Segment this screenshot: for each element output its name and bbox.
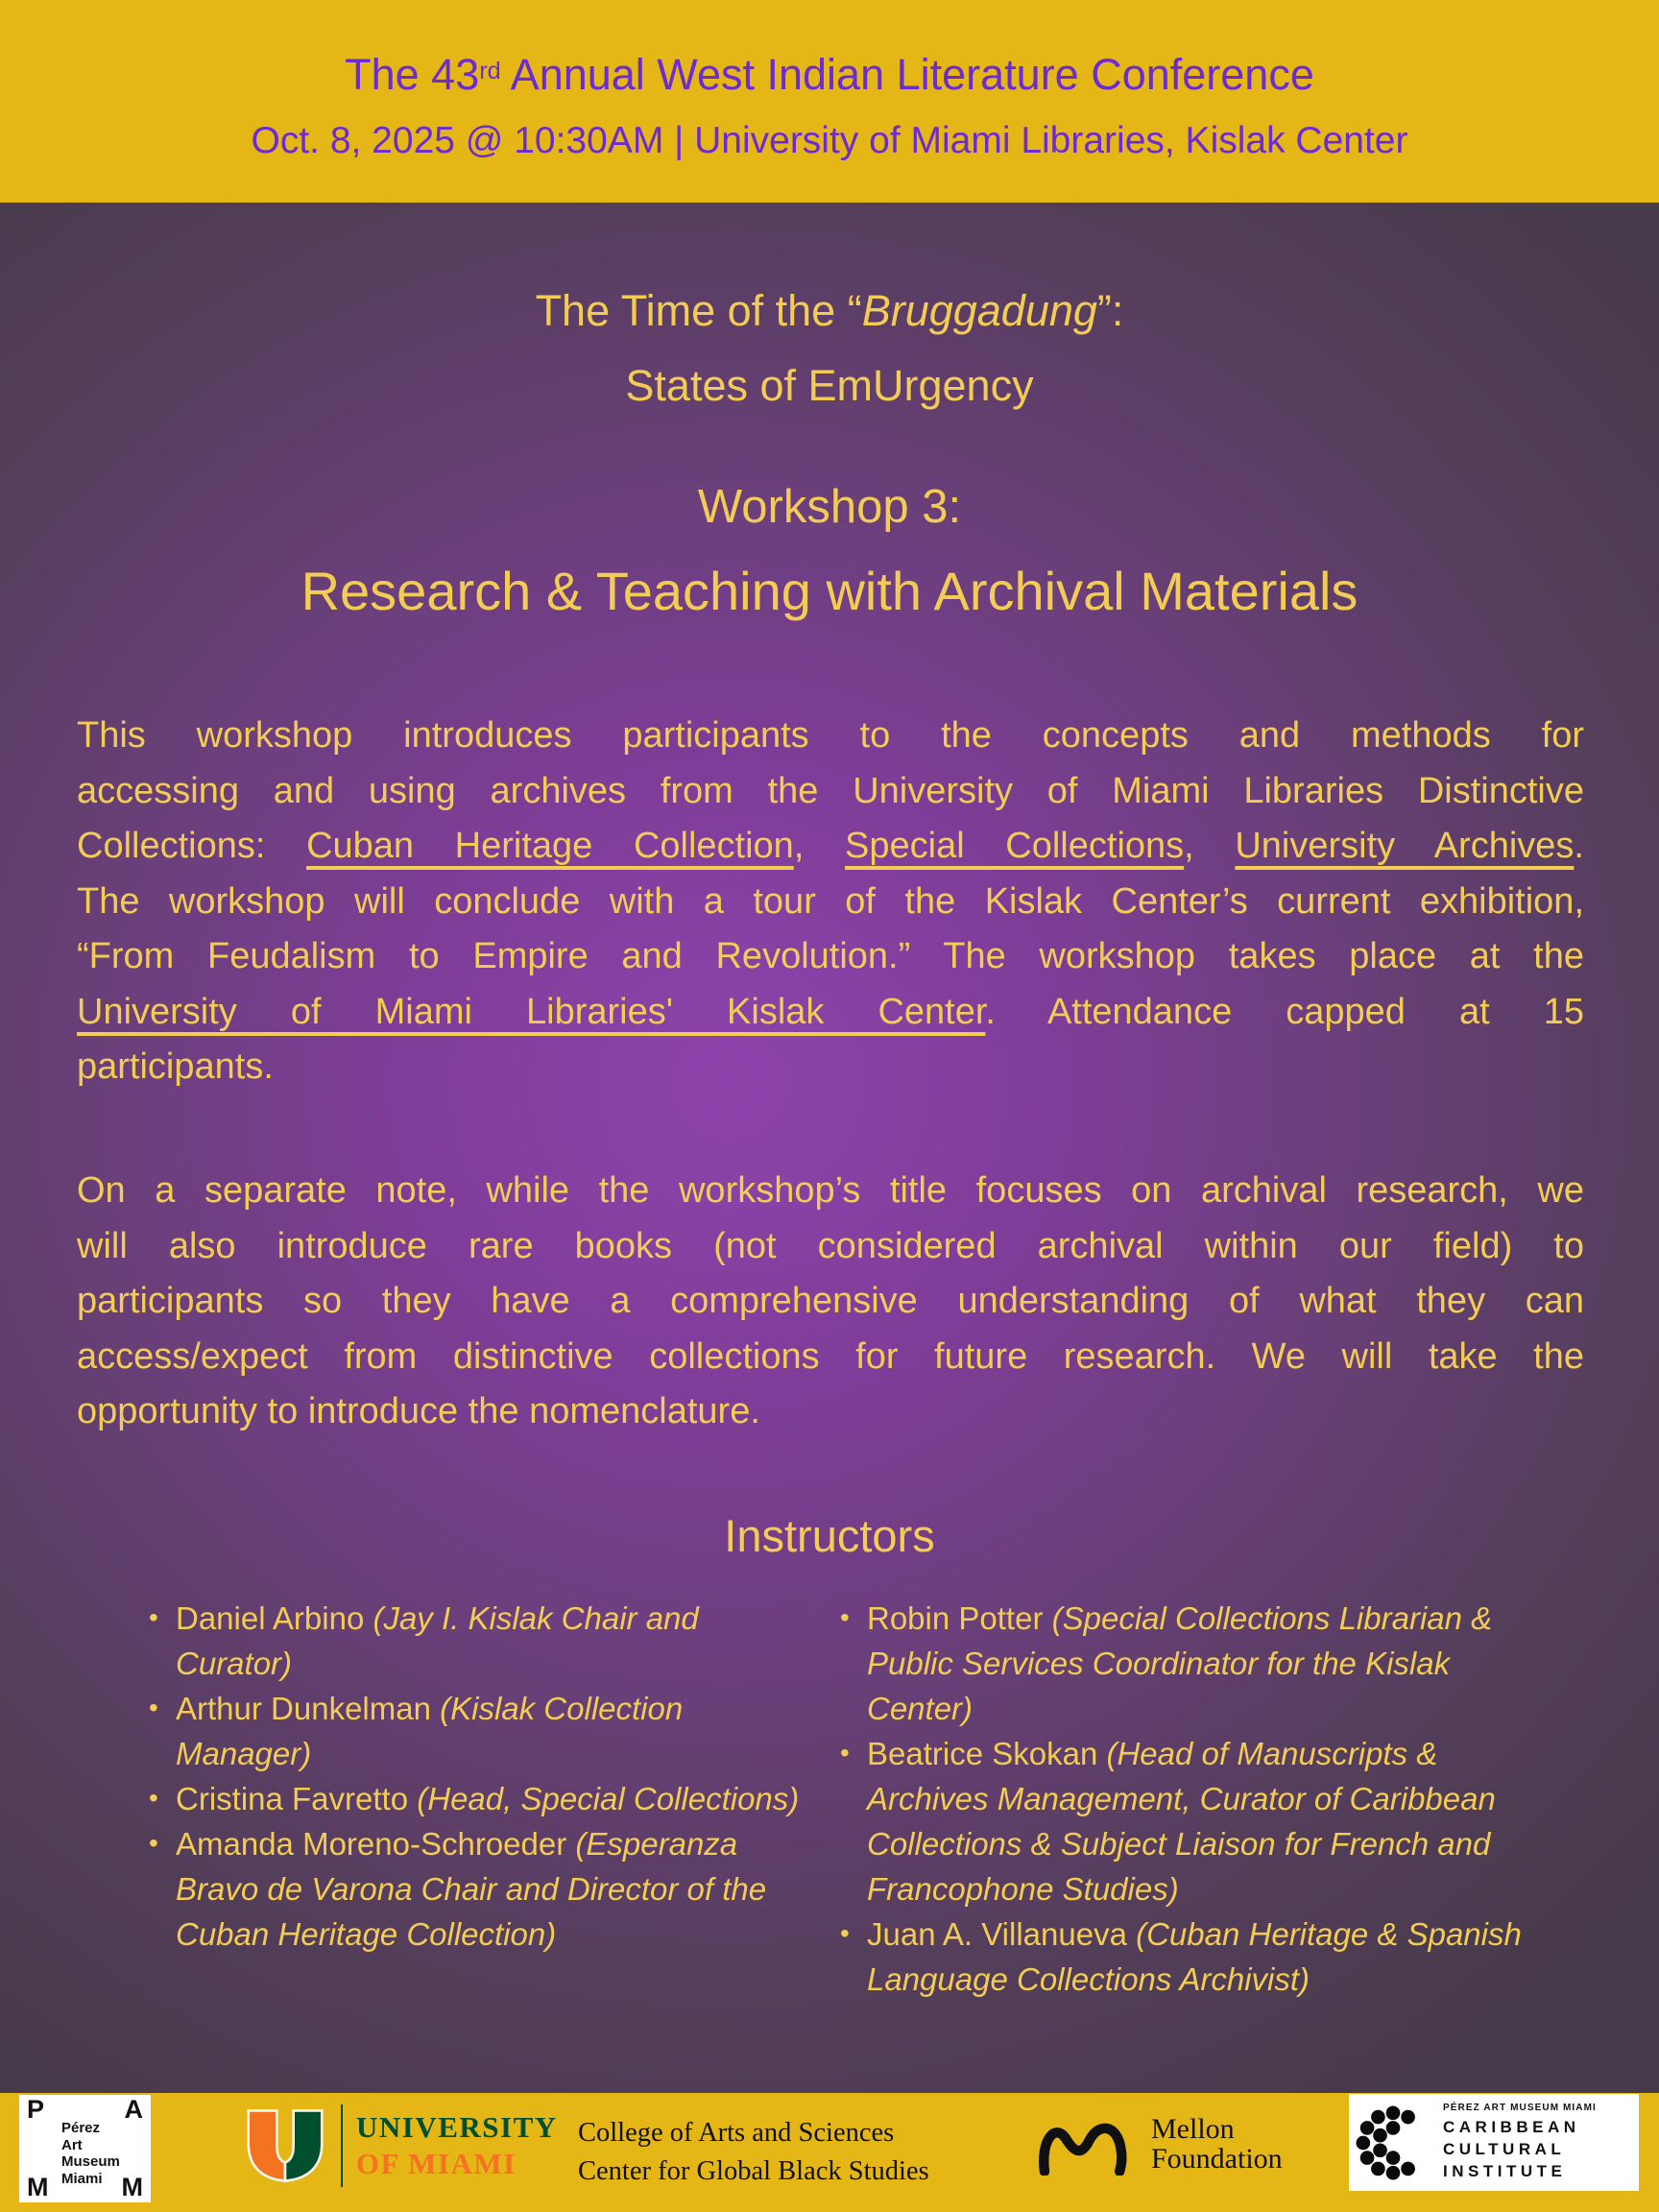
cci-dots-icon	[1351, 2101, 1435, 2185]
text-segment: Bruggadung	[861, 286, 1097, 335]
instructor-name: Juan A. Villanueva	[867, 1916, 1137, 1952]
instructor-name: Cristina Favretto	[176, 1781, 418, 1816]
header-band	[0, 0, 1659, 203]
text-segment: States of EmUrgency	[625, 361, 1034, 410]
link[interactable]: University of Miami Libraries' Kislak Center	[77, 991, 986, 1032]
instructor-item	[830, 1596, 1541, 1731]
pamm-word-4: Miami	[61, 2170, 103, 2187]
link[interactable]: Special Collections	[845, 826, 1185, 866]
um-wordmark	[356, 2110, 558, 2181]
instructor-item	[139, 1686, 802, 1776]
um-word-university: UNIVERSITY	[356, 2110, 558, 2144]
text-segment: access/expect from distinctive collections for future research. We will take the	[77, 1335, 1584, 1377]
instructor-role: (Cuban Heritage & Spanish Language Collections Archivist)	[867, 1916, 1522, 1997]
pamm-word-3: Museum	[61, 2153, 120, 2170]
instructor-role: (Head, Special Collections)	[417, 1781, 800, 1816]
cci-wordmark	[1443, 2103, 1597, 2182]
text-segment: Collections:	[77, 826, 307, 866]
cci-logo	[1349, 2094, 1639, 2191]
pamm-logo	[19, 2095, 151, 2202]
cci-small-text: PÉREZ ART MUSEUM MIAMI	[1443, 2103, 1597, 2113]
paragraph-line	[77, 1164, 1584, 1219]
text-segment: .	[1574, 826, 1584, 866]
instructors-heading: Instructors	[724, 1510, 935, 1561]
text-segment: participants.	[77, 1046, 274, 1087]
um-logo-divider	[341, 2104, 343, 2187]
pamm-letter-m1: M	[27, 2173, 49, 2201]
mellon-word-2: Foundation	[1151, 2143, 1283, 2175]
pamm-letter-m2: M	[121, 2173, 143, 2201]
conference-title	[0, 0, 1659, 107]
instructor-item	[139, 1776, 802, 1821]
text-segment: This workshop introduces participants to the concepts and methods for	[77, 715, 1584, 756]
cci-word-cultural: CULTURAL	[1443, 2140, 1566, 2158]
text-segment: opportunity to introduce the nomenclature.	[77, 1391, 760, 1431]
instructors-list-left	[139, 1596, 802, 2002]
text-segment: On a separate note, while the workshop’s title focuses on archival research, we	[77, 1170, 1584, 1211]
um-logo	[243, 2104, 558, 2187]
instructor-role: (Jay I. Kislak Chair and Curator)	[176, 1600, 699, 1681]
instructor-name: Daniel Arbino	[176, 1600, 373, 1636]
paragraph-line	[77, 709, 1584, 764]
instructor-role: (Kislak Collection Manager)	[176, 1691, 684, 1771]
paragraph-line	[77, 1040, 1584, 1095]
um-word-of-miami: OF MIAMI	[356, 2147, 517, 2180]
instructor-role: (Special Collections Librarian & Public Services Coordinator for the Kislak Center)	[867, 1600, 1493, 1726]
paragraph-line	[77, 1330, 1584, 1385]
text-segment: will also introduce rare books (not considered archival within our field) to	[77, 1225, 1584, 1266]
instructor-role: (Head of Manuscripts & Archives Management, Curator of Caribbean Collections & Subject Liaison for French and Francophone Studies)	[867, 1736, 1496, 1907]
mellon-m-icon	[1032, 2112, 1140, 2176]
instructor-name: Beatrice Skokan	[867, 1736, 1107, 1771]
additional-note-paragraph	[77, 1164, 1584, 1440]
paragraph-line	[77, 1274, 1584, 1330]
mellon-word-1: Mellon	[1151, 2113, 1235, 2145]
mellon-wordmark	[1151, 2114, 1283, 2174]
text-segment: ,	[793, 826, 846, 866]
workshop-name: Research & Teaching with Archival Materials	[301, 561, 1358, 621]
instructor-name: Amanda Moreno-Schroeder	[176, 1826, 576, 1862]
text-segment: The 43	[345, 50, 480, 99]
mellon-logo	[1032, 2112, 1283, 2176]
text-segment: Annual West Indian Literature Conference	[500, 50, 1314, 99]
workshop-description-paragraph	[77, 709, 1584, 1095]
conference-datetime-location: Oct. 8, 2025 @ 10:30AM | University of Miami Libraries, Kislak Center	[251, 120, 1408, 161]
instructor-name: Robin Potter	[867, 1600, 1052, 1636]
paragraph-line	[77, 1384, 1584, 1440]
college-line-2: Center for Global Black Studies	[578, 2156, 929, 2186]
link[interactable]: University Archives	[1235, 826, 1575, 866]
cci-word-caribbean: CARIBBEAN	[1443, 2118, 1580, 2136]
event-title-line-1	[0, 274, 1659, 349]
pamm-letter-p: P	[27, 2095, 45, 2124]
text-segment: ”:	[1096, 286, 1124, 335]
text-segment: ,	[1184, 826, 1236, 866]
um-split-u-icon	[243, 2107, 327, 2184]
college-text	[578, 2114, 929, 2191]
college-line-1: College of Arts and Sciences	[578, 2118, 895, 2148]
footer-band	[0, 2093, 1659, 2212]
workshop-number: Workshop 3:	[697, 481, 962, 533]
link[interactable]: Cuban Heritage Collection	[306, 826, 794, 866]
pamm-word-1: Pérez	[61, 2120, 101, 2136]
paragraph-line	[77, 929, 1584, 985]
workshop-title	[0, 477, 1659, 622]
text-segment: The workshop will conclude with a tour of the Kislak Center’s current exhibition,	[77, 880, 1584, 922]
instructors-list-right	[830, 1596, 1541, 2002]
event-title-line-2	[0, 349, 1659, 423]
instructor-item	[830, 1731, 1541, 1911]
text-segment: participants so they have a comprehensive understanding of what they can	[77, 1281, 1584, 1321]
text-segment: “From Feudalism to Empire and Revolution.” The workshop takes place at the	[77, 936, 1584, 976]
event-title	[0, 274, 1659, 423]
text-segment: The Time of the “	[535, 286, 862, 335]
text-segment: . Attendance capped at 15	[985, 991, 1584, 1032]
paragraph-line	[77, 764, 1584, 820]
paragraph-line	[77, 985, 1584, 1041]
paragraph-line	[77, 875, 1584, 930]
instructor-item	[139, 1596, 802, 1686]
pamm-letter-a: A	[124, 2095, 143, 2124]
pamm-word-2: Art	[61, 2136, 83, 2153]
instructor-item	[830, 1911, 1541, 2002]
text-segment: rd	[479, 57, 501, 84]
instructor-name: Arthur Dunkelman	[176, 1691, 441, 1726]
pamm-wordmark	[61, 2120, 120, 2187]
cci-word-institute: INSTITUTE	[1443, 2162, 1567, 2180]
instructor-role: (Esperanza Bravo de Varona Chair and Director of the Cuban Heritage Collection)	[176, 1826, 767, 1952]
text-segment: accessing and using archives from the University of Miami Libraries Distinctive	[77, 770, 1584, 811]
instructors-columns	[139, 1596, 1541, 2002]
paragraph-line	[77, 819, 1584, 875]
paragraph-line	[77, 1219, 1584, 1275]
instructor-item	[139, 1821, 802, 1957]
